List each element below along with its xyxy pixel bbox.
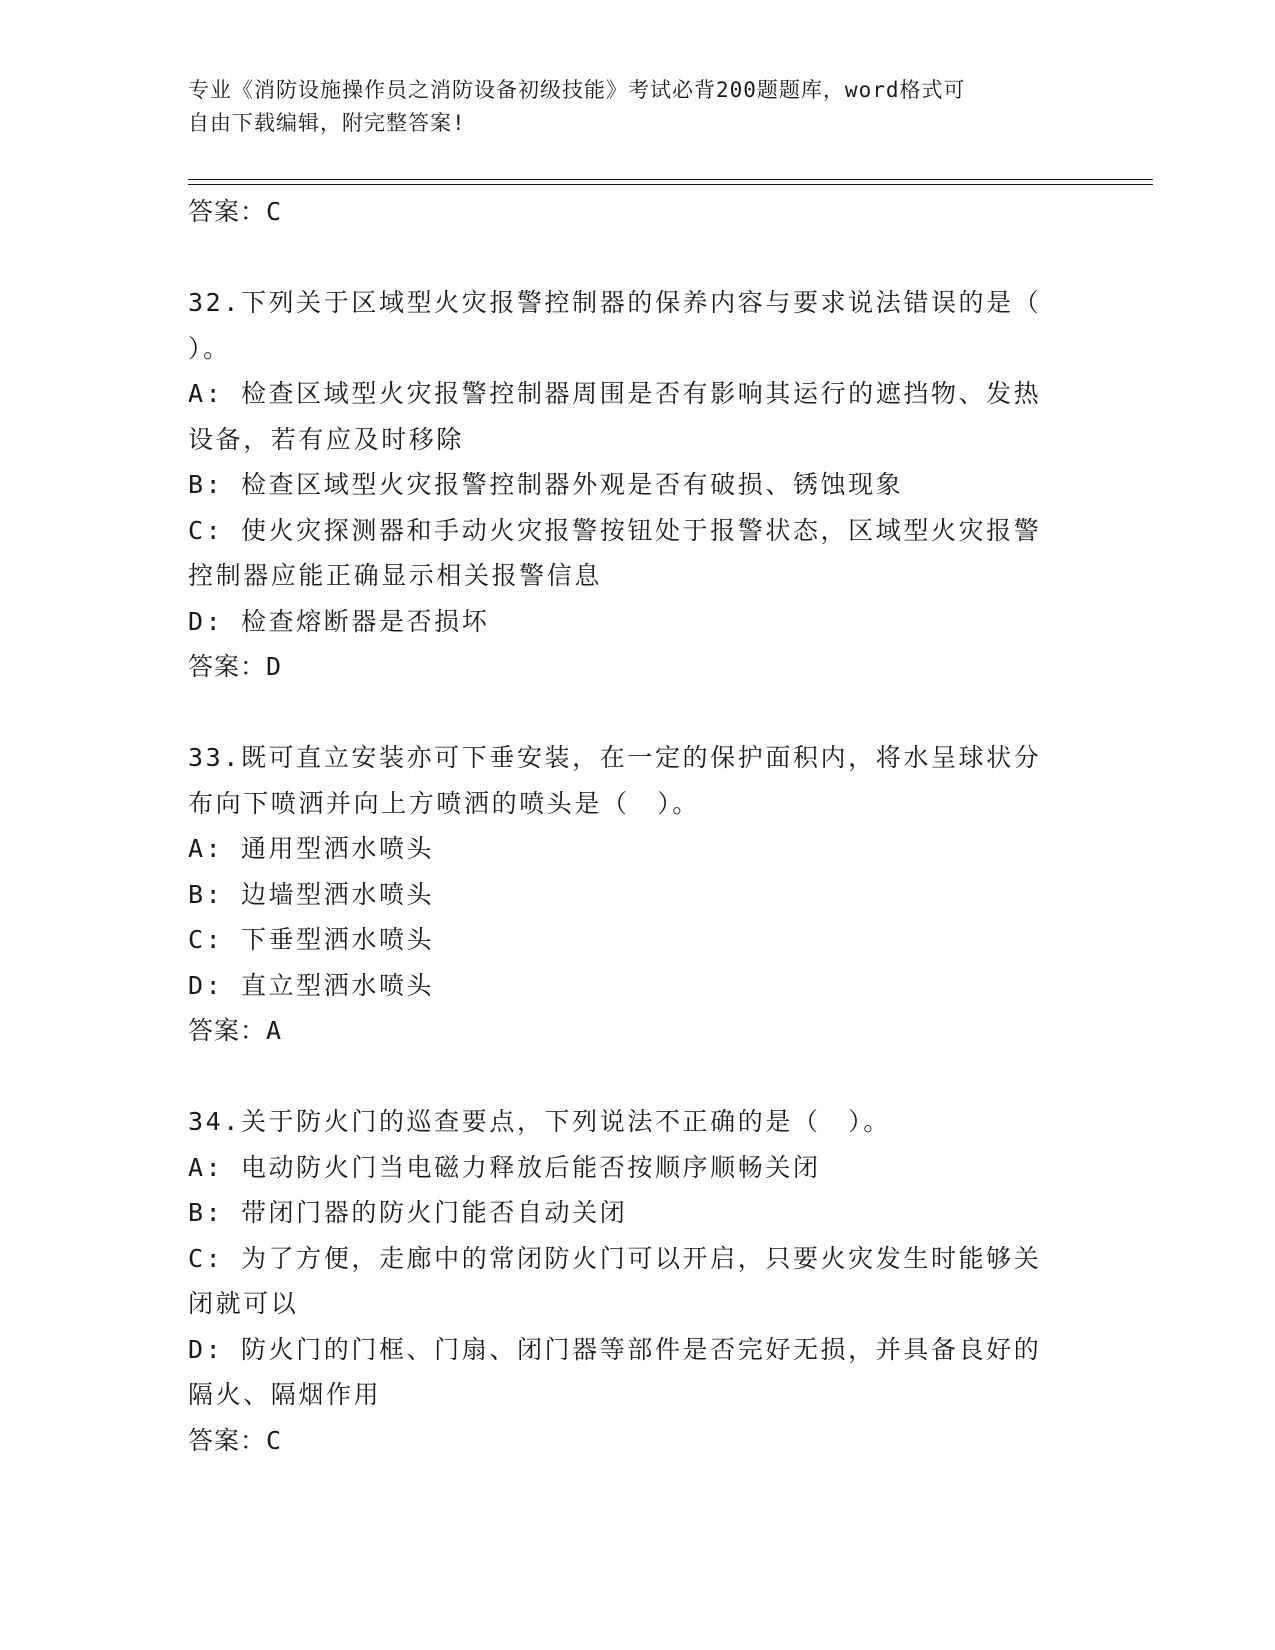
option-a: A: 检查区域型火灾报警控制器周围是否有影响其运行的遮挡物、发热 [188,379,1042,408]
option-a: A: 电动防火门当电磁力释放后能否按顺序顺畅关闭 [188,1152,821,1182]
header-rule-bottom [188,184,1153,185]
option-d: 隔火、隔烟作用 [188,1380,382,1409]
question-32 [188,280,1068,690]
option-c: C: 下垂型洒水喷头 [188,925,435,954]
option-b: B: 边墙型洒水喷头 [188,879,435,909]
question-list [188,189,1068,1463]
option-d: D: 检查熔断器是否损坏 [188,606,490,636]
answer: 答案：D [188,652,283,681]
answer: 答案：A [188,1016,283,1045]
question-stem: ）。 [188,333,231,363]
question-33 [188,735,1068,1054]
spacer [188,1054,1068,1100]
option-c: C: 为了方便，走廊中的常闭防火门可以开启，只要火灾发生时能够关 [188,1243,1042,1273]
spacer [188,235,1068,281]
option-a: 设备，若有应及时移除 [188,424,465,454]
header-line-1: 专业《消防设施操作员之消防设备初级技能》考试必背200题题库，word格式可 [188,78,966,102]
option-a: A: 通用型洒水喷头 [188,834,435,863]
question-stem: 33.既可直立安装亦可下垂安装，在一定的保护面积内，将水呈球状分 [188,743,1042,772]
page-header [188,74,1068,140]
option-b: B: 检查区域型火灾报警控制器外观是否有破损、锈蚀现象 [188,470,904,499]
spacer [188,690,1068,736]
option-d: D: 防火门的门框、门扇、闭门器等部件是否完好无损，并具备良好的 [188,1334,1042,1364]
header-rule-top [188,179,1153,180]
question-stem: 34.关于防火门的巡查要点，下列说法不正确的是（ ）。 [188,1107,891,1136]
previous-answer: 答案：C [188,197,283,226]
option-c: 闭就可以 [188,1289,299,1318]
question-stem: 32.下列关于区域型火灾报警控制器的保养内容与要求说法错误的是（ [188,288,1042,317]
option-c: 控制器应能正确显示相关报警信息 [188,561,603,590]
answer: 答案：C [188,1425,283,1455]
option-b: B: 带闭门器的防火门能否自动关闭 [188,1198,628,1227]
header-line-2: 自由下载编辑，附完整答案! [188,111,466,135]
question-34 [188,1099,1068,1463]
question-stem: 布向下喷洒并向上方喷洒的喷头是（ ）。 [188,788,700,818]
option-d: D: 直立型洒水喷头 [188,970,435,1000]
option-c: C: 使火灾探测器和手动火灾报警按钮处于报警状态，区域型火灾报警 [188,515,1042,545]
